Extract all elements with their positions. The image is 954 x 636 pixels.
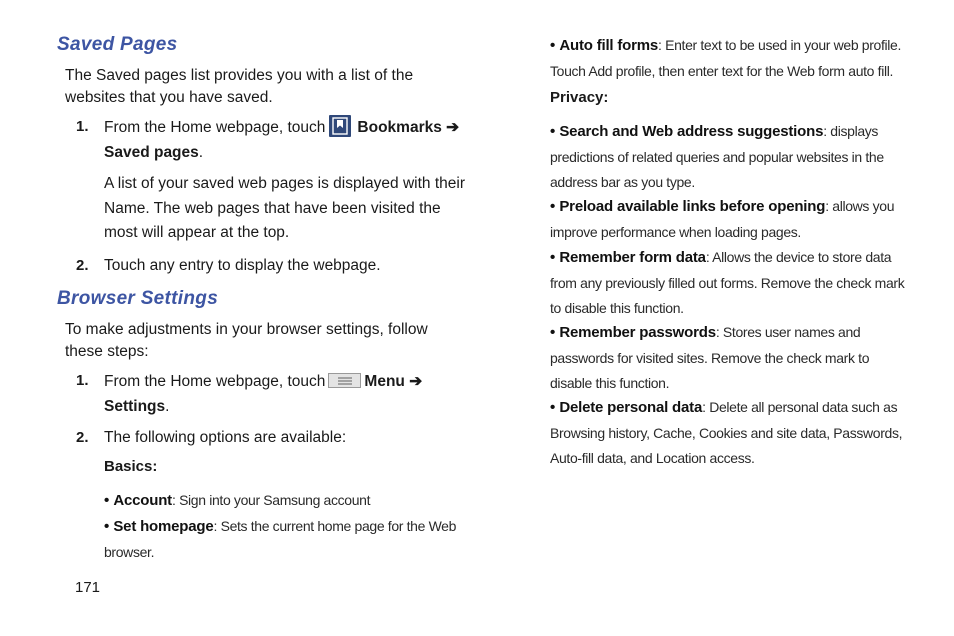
browser-step1-text — [104, 369, 484, 419]
homepage-lead: Set homepage — [113, 518, 214, 535]
preload-bullet — [550, 194, 905, 245]
form-data-text: : Allows the device to store data from any previously filled out forms. Remove the check mark to disable this function. — [550, 249, 905, 316]
step-number: 1. — [76, 118, 89, 135]
bullet-glyph: • — [550, 123, 556, 140]
delete-data-bullet — [550, 395, 905, 472]
form-data-bullet — [550, 245, 910, 322]
search-suggestions-lead: Search and Web address suggestions — [559, 123, 824, 140]
browser-step2-text: The following options are available: — [104, 429, 347, 446]
search-suggestions-text: : displays predictions of related queries and popular websites in the address bar as you type. — [550, 123, 884, 190]
passwords-lead: Remember passwords — [559, 324, 716, 341]
browser-step1-pre: From the Home webpage, touch — [104, 373, 326, 390]
search-suggestions-bullet — [550, 119, 905, 196]
browser-settings-heading: Browser Settings — [57, 288, 219, 309]
delete-data-text: : Delete all personal data such as Browsing history, Cache, Cookies and site data, Passwords, Auto-fill data, and Location access. — [550, 399, 903, 466]
delete-data-lead: Delete personal data — [559, 399, 703, 416]
settings-label: Settings — [104, 398, 166, 415]
bullet-glyph: • — [104, 518, 110, 535]
bookmarks-label: Bookmarks ➔ — [357, 119, 460, 136]
menu-icon — [328, 373, 361, 388]
bullet-glyph: • — [550, 249, 556, 266]
step1-text — [104, 115, 484, 165]
step-number: 2. — [76, 257, 89, 274]
saved-pages-intro: The Saved pages list provides you with a list of the websites that you have saved. — [65, 67, 414, 106]
account-lead: Account — [113, 492, 172, 509]
autofill-bullet — [550, 33, 905, 84]
basics-label: Basics: — [104, 458, 158, 475]
bullet-glyph: • — [550, 324, 556, 341]
autofill-text: : Enter text to be used in your web profile. Touch Add profile, then enter text for the Web form auto fill. — [550, 37, 902, 79]
homepage-bullet — [104, 514, 459, 565]
bullet-glyph: • — [104, 492, 110, 509]
step1-pre: From the Home webpage, touch — [104, 119, 326, 136]
bullet-glyph: • — [550, 399, 556, 416]
preload-lead: Preload available links before opening — [559, 198, 826, 215]
bullet-glyph: • — [550, 37, 556, 54]
form-data-lead: Remember form data — [559, 249, 706, 266]
bookmark-icon — [329, 115, 351, 137]
autofill-lead: Auto fill forms — [559, 37, 659, 54]
saved-pages-heading: Saved Pages — [57, 34, 178, 55]
period: . — [198, 144, 204, 161]
privacy-label: Privacy: — [550, 89, 609, 106]
account-text: : Sign into your Samsung account — [171, 492, 371, 508]
step1-description: A list of your saved web pages is displayed with their Name. The web pages that have been visited the most will appear at the top. — [104, 175, 465, 241]
homepage-text: : Sets the current home page for the Web browser. — [104, 518, 457, 560]
account-bullet — [104, 488, 459, 513]
step-number: 2. — [76, 429, 89, 446]
browser-settings-intro: To make adjustments in your browser settings, follow these steps: — [65, 321, 428, 360]
menu-label: Menu ➔ — [364, 373, 423, 390]
preload-text: : allows you improve performance when loading pages. — [550, 198, 895, 240]
step-number: 1. — [76, 372, 89, 389]
page-number: 171 — [75, 579, 101, 596]
passwords-text: : Stores user names and passwords for visited sites. Remove the check mark to disable this function. — [550, 324, 870, 391]
passwords-bullet — [550, 320, 910, 397]
period: . — [165, 398, 170, 415]
step2-text: Touch any entry to display the webpage. — [104, 257, 381, 274]
bullet-glyph: • — [550, 198, 556, 215]
saved-pages-label: Saved pages — [104, 144, 199, 161]
